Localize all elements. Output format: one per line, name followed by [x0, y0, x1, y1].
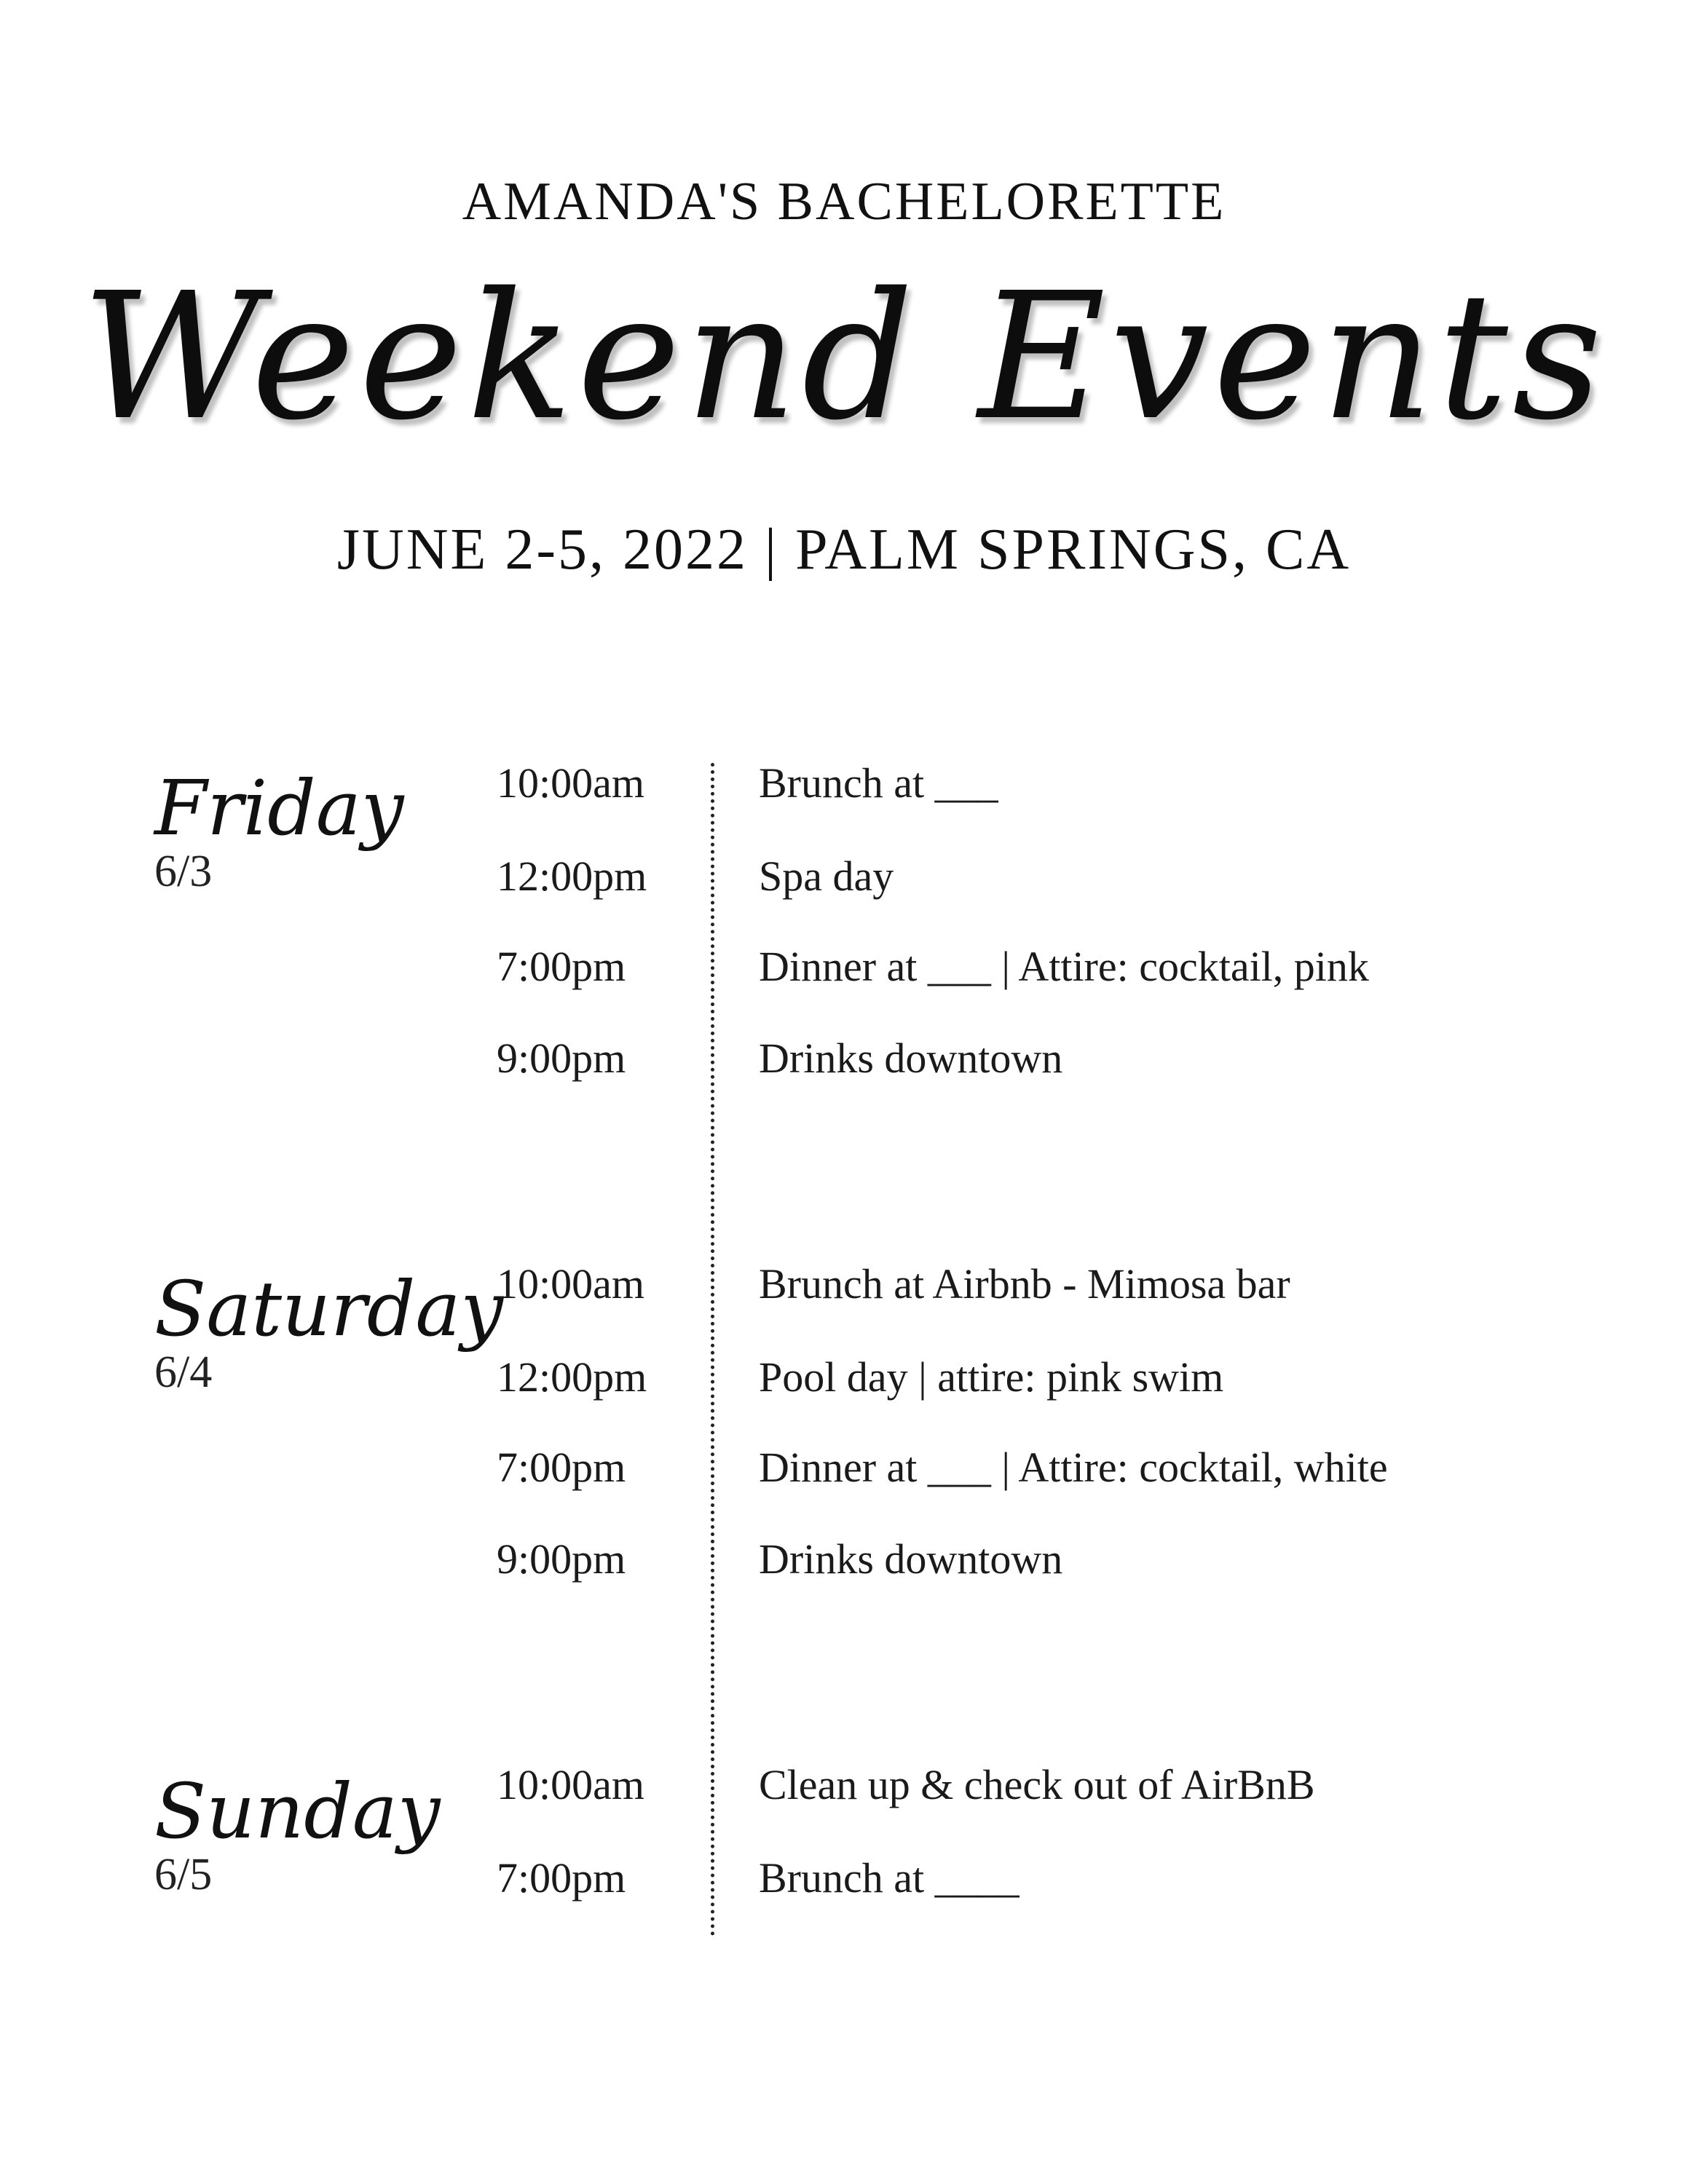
event-row	[0, 1439, 1688, 1497]
event-row	[0, 1530, 1688, 1588]
event-time: 9:00pm	[497, 1034, 626, 1082]
event-row	[0, 1255, 1688, 1313]
event-row	[0, 1849, 1688, 1907]
event-time: 9:00pm	[497, 1535, 626, 1583]
day-date: 6/3	[154, 847, 213, 896]
event-description: Spa day	[759, 852, 894, 900]
event-description: Pool day | attire: pink swim	[759, 1353, 1224, 1401]
event-row	[0, 754, 1688, 812]
event-time: 12:00pm	[497, 1353, 647, 1401]
event-time: 7:00pm	[497, 1444, 626, 1491]
day-date: 6/5	[154, 1850, 213, 1899]
event-time: 10:00am	[497, 759, 644, 807]
event-row	[0, 1348, 1688, 1406]
event-description: Dinner at ___ | Attire: cocktail, pink	[759, 943, 1369, 990]
day-name: Friday	[154, 764, 404, 852]
day-name: Saturday	[154, 1265, 504, 1353]
day-date: 6/4	[154, 1348, 213, 1397]
event-time: 7:00pm	[497, 1854, 626, 1902]
event-description: Brunch at Airbnb - Mimosa bar	[759, 1260, 1290, 1307]
day-name: Sunday	[154, 1767, 441, 1856]
event-row	[0, 938, 1688, 996]
event-description: Drinks downtown	[759, 1535, 1063, 1583]
event-row	[0, 847, 1688, 906]
event-time: 10:00am	[497, 1761, 644, 1808]
date-location-line: JUNE 2-5, 2022 | PALM SPRINGS, CA	[336, 518, 1352, 582]
event-time: 10:00am	[497, 1260, 644, 1307]
event-description: Brunch at ___	[759, 759, 998, 807]
event-row	[0, 1756, 1688, 1814]
event-description: Brunch at ____	[759, 1854, 1019, 1902]
page-title: Weekend Events	[81, 255, 1607, 459]
event-kicker: AMANDA'S BACHELORETTE	[462, 172, 1226, 232]
event-description: Dinner at ___ | Attire: cocktail, white	[759, 1444, 1388, 1491]
event-description: Clean up & check out of AirBnB	[759, 1761, 1315, 1808]
event-time: 12:00pm	[497, 852, 647, 900]
event-description: Drinks downtown	[759, 1034, 1063, 1082]
event-time: 7:00pm	[497, 943, 626, 990]
event-row	[0, 1029, 1688, 1088]
